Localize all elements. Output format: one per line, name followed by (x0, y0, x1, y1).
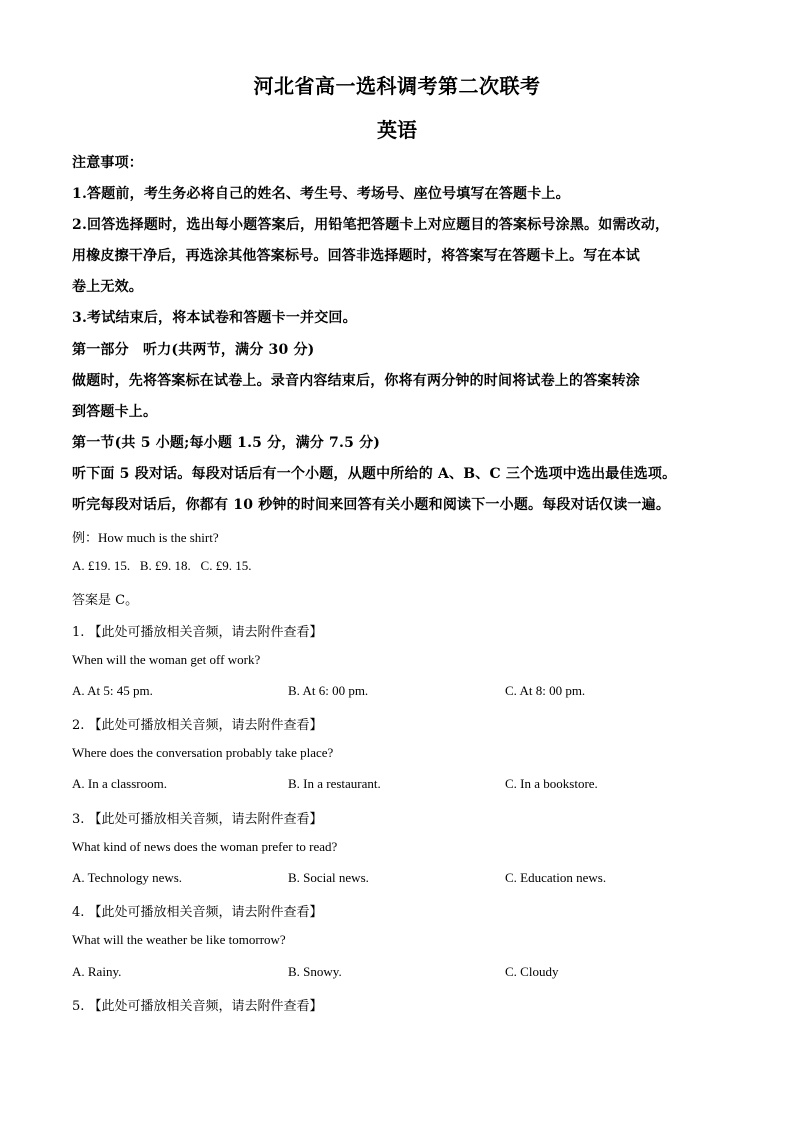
q4-option-a: A. Rainy. (72, 964, 122, 979)
q1-option-c: C. At 8: 00 pm. (505, 683, 586, 698)
q2-option-c: C. In a bookstore. (505, 776, 598, 791)
notice-item-2-cont: 用橡皮擦干净后，再选涂其他答案标号。回答非选择题时，将答案写在答题卡上。写在本试 (72, 248, 640, 264)
q2-audio-link[interactable]: 2. 【此处可播放相关音频，请去附件查看】 (72, 718, 323, 733)
example-options: A. £19. 15. B. £9. 18. C. £9. 15. (72, 558, 252, 573)
q2-option-b: B. In a restaurant. (288, 776, 381, 791)
q2-question: Where does the conversation probably take place? (72, 745, 334, 760)
q4-option-b: B. Snowy. (288, 964, 342, 979)
subject-title: 英语 (377, 118, 417, 142)
q4-audio-link[interactable]: 4. 【此处可播放相关音频，请去附件查看】 (72, 905, 323, 920)
q3-option-c: C. Education news. (505, 870, 607, 885)
notice-heading: 注意事项： (72, 155, 143, 171)
notice-item-2-end: 卷上无效。 (72, 279, 143, 295)
section1-desc-2: 听完每段对话后，你都有 10 秒钟的时间来回答有关小题和阅读下一小题。每段对话仅读一遍。 (72, 497, 671, 513)
section1-desc-1: 听下面 5 段对话。每段对话后有一个小题，从题中所给的 A、B、C 三个选项中选出最佳选项。 (72, 466, 677, 482)
example-question: 例：How much is the shirt? (72, 530, 219, 545)
q3-option-a: A. Technology news. (72, 870, 183, 885)
notice-item-3: 3.考试结束后，将本试卷和答题卡一并交回。 (72, 310, 357, 326)
q1-audio-link[interactable]: 1. 【此处可播放相关音频，请去附件查看】 (72, 625, 323, 640)
section1-heading: 第一节(共 5 小题;每小题 1.5 分，满分 7.5 分) (72, 435, 381, 451)
q1-option-a: A. At 5: 45 pm. (72, 683, 153, 698)
q1-question: When will the woman get off work? (72, 652, 261, 667)
q2-option-a: A. In a classroom. (72, 776, 167, 791)
q5-audio-link[interactable]: 5. 【此处可播放相关音频，请去附件查看】 (72, 999, 323, 1014)
q1-option-b: B. At 6: 00 pm. (288, 683, 369, 698)
q3-option-b: B. Social news. (288, 870, 369, 885)
q3-question: What kind of news does the woman prefer to read? (72, 839, 338, 854)
part1-desc-1: 做题时，先将答案标在试卷上。录音内容结束后，你将有两分钟的时间将试卷上的答案转涂 (72, 373, 640, 389)
notice-item-1: 1.答题前，考生务必将自己的姓名、考生号、考场号、座位号填写在答题卡上。 (72, 186, 570, 202)
part1-desc-2: 到答题卡上。 (72, 404, 158, 420)
example-answer: 答案是 C。 (72, 593, 139, 608)
q4-question: What will the weather be like tomorrow? (72, 932, 286, 947)
q4-option-c: C. Cloudy (505, 964, 559, 979)
notice-item-2: 2.回答选择题时，选出每小题答案后，用铅笔把答题卡上对应题目的答案标号涂黑。如需改动， (72, 217, 670, 233)
exam-title: 河北省高一选科调考第二次联考 (253, 74, 541, 98)
part1-heading: 第一部分 听力(共两节，满分 30 分) (72, 342, 315, 358)
q3-audio-link[interactable]: 3. 【此处可播放相关音频，请去附件查看】 (72, 812, 323, 827)
